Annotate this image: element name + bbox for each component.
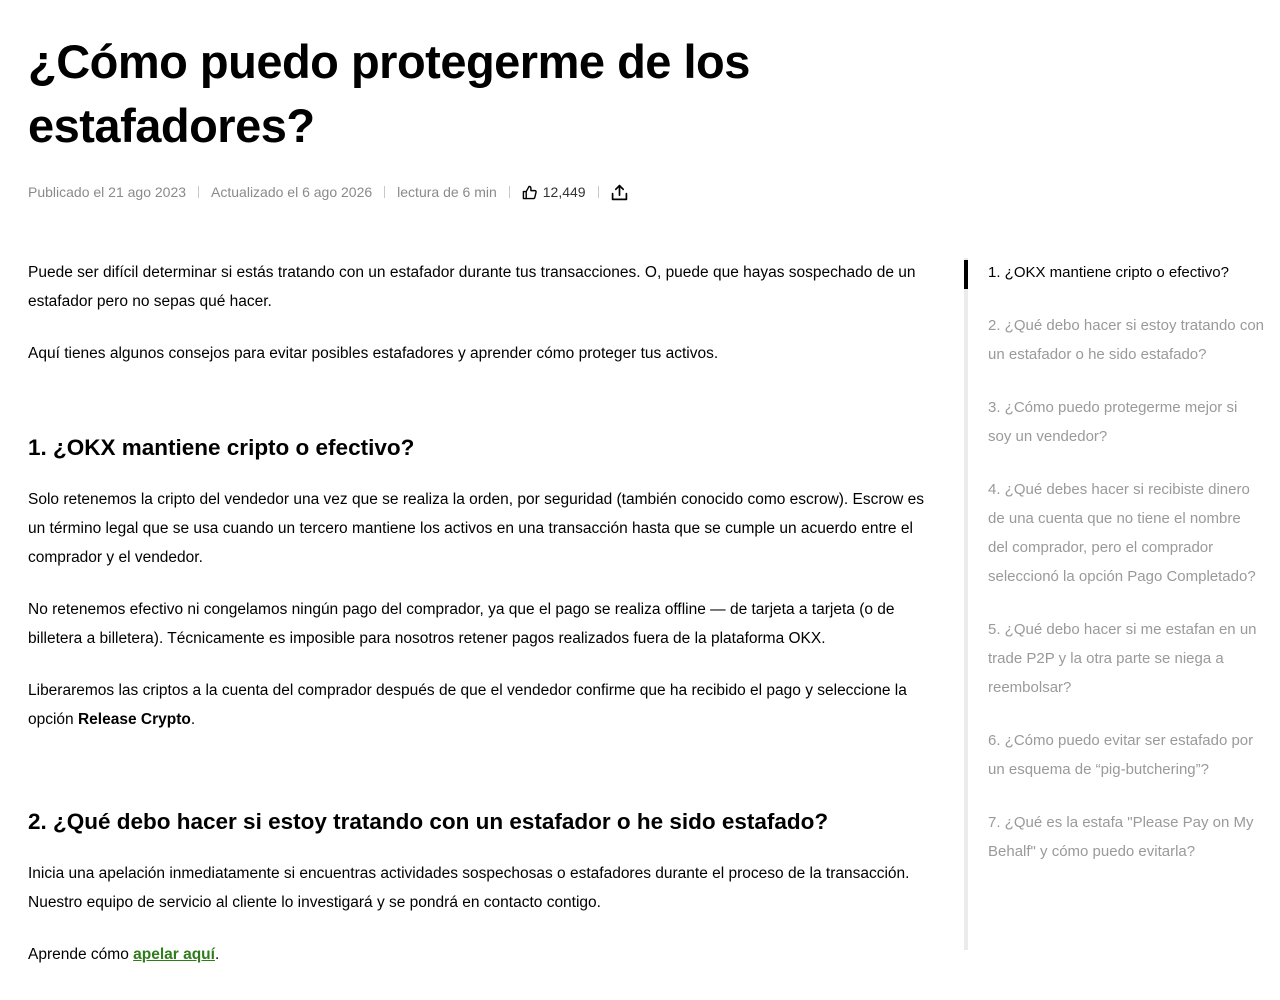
intro-paragraph: Puede ser difícil determinar si estás tratando con un estafador durante tus transacciones. O, puede que hayas sospechado de un estafador pero no sepas qué hacer. [28,264,916,310]
text-span: . [190,711,196,728]
share-icon [611,184,628,201]
section-paragraph [28,940,938,969]
like-button[interactable] [522,184,586,200]
meta-divider [598,186,599,198]
toc-list [968,258,1264,866]
toc-item-5[interactable]: 5. ¿Qué debo hacer si me estafan en un trade P2P y la otra parte se niega a reembolsar? [988,621,1257,696]
intro-paragraph: Aquí tienes algunos consejos para evitar posibles estafadores y aprender cómo proteger tus activos. [28,345,719,362]
text-span: Aprende cómo [28,946,134,963]
section-paragraph: Solo retenemos la cripto del vendedor una vez que se realiza la orden, por seguridad (también conocido como escrow). Escrow es un término legal que se usa cuando un tercero mantiene los activos en una transacción hasta que se cumple un acuerdo entre el comprador y el vendedor. [28,491,925,566]
published-date: Publicado el 21 ago 2023 [28,184,187,200]
article-body [28,258,938,992]
section-paragraph [28,676,938,734]
toc-item-6[interactable]: 6. ¿Cómo puedo evitar ser estafado por un esquema de “pig-butchering”? [988,732,1254,778]
meta-divider [384,186,385,198]
section-paragraph: No retenemos efectivo ni congelamos ningún pago del comprador, ya que el pago se realiza offline — de tarjeta a tarjeta (o de billetera a billetera). Técnicamente es imposible para nosotros retener pagos realizados fuera de la plataforma OKX. [28,601,895,647]
toc-item-3[interactable]: 3. ¿Cómo puedo protegerme mejor si soy un vendedor? [988,399,1238,445]
thumbs-up-icon [522,185,537,200]
appeal-link[interactable]: apelar aquí [133,946,215,963]
like-count: 12,449 [542,184,586,200]
share-button[interactable] [611,184,628,201]
section-heading: 2. ¿Qué debo hacer si estoy tratando con un estafador o he sido estafado? [28,809,829,834]
toc-item-1[interactable]: 1. ¿OKX mantiene cripto o efectivo? [988,264,1229,281]
toc-item-2[interactable]: 2. ¿Qué debo hacer si estoy tratando con un estafador o he sido estafado? [988,317,1264,363]
section-heading: 1. ¿OKX mantiene cripto o efectivo? [28,435,415,460]
text-span: . [214,946,220,963]
meta-divider [198,186,199,198]
table-of-contents [964,258,1264,950]
section-paragraph: Inicia una apelación inmediatamente si encuentras actividades sospechosas o estafadores durante el proceso de la transacción. Nuestro equipo de servicio al cliente lo investigará y se pondrá en contacto contigo. [28,865,910,911]
updated-date: Actualizado el 6 ago 2026 [211,184,373,200]
read-time: lectura de 6 min [397,184,497,200]
toc-item-7[interactable]: 7. ¿Qué es la estafa "Please Pay on My Behalf" y cómo puedo evitarla? [988,814,1254,860]
release-crypto-label: Release Crypto [77,711,191,728]
meta-divider [509,186,510,198]
page-title: ¿Cómo puedo protegerme de los estafadores? [28,35,750,152]
toc-item-4[interactable]: 4. ¿Qué debes hacer si recibiste dinero de una cuenta que no tiene el nombre del comprador, pero el comprador seleccionó la opción Pago Completado? [988,481,1256,585]
toc-active-indicator [964,260,968,289]
text-span: Liberaremos las criptos a la cuenta del comprador después de que el vendedor confirme que ha recibido el pago y seleccione la opción [28,682,907,728]
article-meta [28,180,628,204]
